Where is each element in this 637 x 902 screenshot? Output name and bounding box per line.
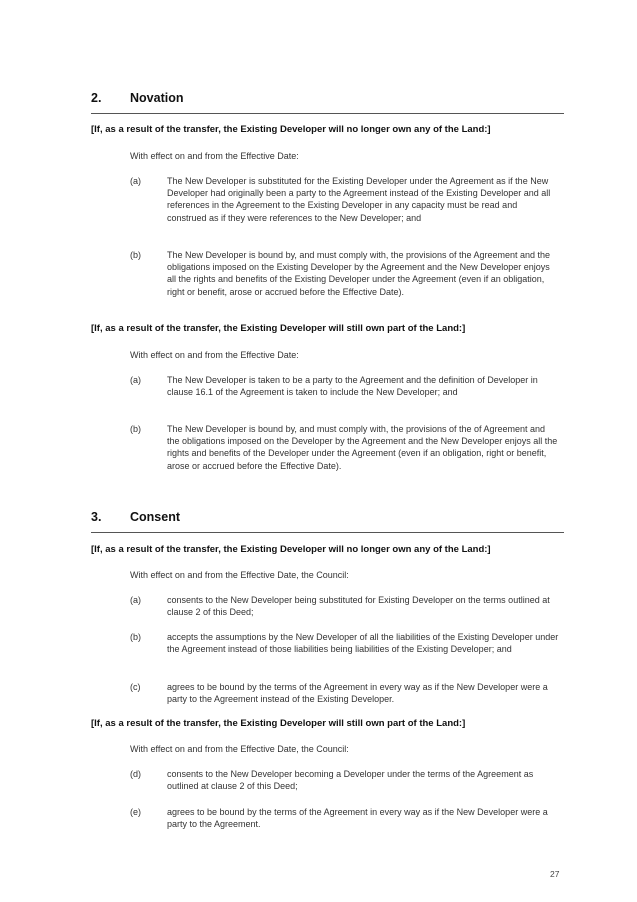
clause-label: (e) [130,807,141,817]
clause-label: (a) [130,176,141,186]
intro-text: With effect on and from the Effective Date: [130,350,299,360]
clause-text: accepts the assumptions by the New Developer of all the liabilities of the Existing Developer under the Agreement instead of those liabilities being liabilities of the Existing Developer; and [167,632,559,655]
condition-heading: [If, as a result of the transfer, the Existing Developer will no longer own any of the Land:] [91,124,491,135]
section-title: Novation [130,91,184,105]
condition-heading: [If, as a result of the transfer, the Existing Developer will still own part of the Land:] [91,323,466,334]
clause-text: The New Developer is substituted for the Existing Developer under the Agreement as if the New Developer had originally been a party to the Agreement instead of the Existing Developer and all references in the Agreement to the Existing Developer in any capacity must be read and construed as if they were references to the New Developer; and [167,176,551,223]
section-heading-novation [91,91,564,114]
clause-text: agrees to be bound by the terms of the Agreement in every way as if the New Developer were a party to the Agreement instead of the Existing Developer. [167,682,548,705]
clause-text: The New Developer is taken to be a party to the Agreement and the definition of Developer in clause 16.1 of the Agreement is taken to include the New Developer; and [167,375,538,398]
clause-text: consents to the New Developer being substituted for Existing Developer on the terms outlined at clause 2 of this Deed; [167,595,550,618]
clause-text: The New Developer is bound by, and must comply with, the provisions of the Agreement and the obligations imposed on the Existing Developer by the Agreement and the New Developer enjoys all the rights and benefits of the Existing Developer under the Agreement (even if an obligation, right or benefit, arose or accrued before the Effective Date). [167,250,551,297]
intro-text: With effect on and from the Effective Date: [130,151,299,161]
section-title: Consent [130,510,180,524]
intro-text: With effect on and from the Effective Date, the Council: [130,570,349,580]
section-number: 3. [91,510,102,524]
clause-label: (b) [130,632,141,642]
section-number: 2. [91,91,102,105]
clause-label: (b) [130,424,141,434]
page-number: 27 [550,869,560,879]
clause-text: The New Developer is bound by, and must comply with, the provisions of the of Agreement and the obligations imposed on the Developer by the Agreement and the New Developer enjoys all the rights and benefits of the Developer under the Agreement (even if an obligation, right or benefit, arose or accrued before the Effective Date). [167,424,558,471]
intro-text: With effect on and from the Effective Date, the Council: [130,744,349,754]
clause-label: (c) [130,682,141,692]
clause-text: agrees to be bound by the terms of the Agreement in every way as if the New Developer were a party to the Agreement. [167,807,548,830]
section-heading-consent [91,510,564,533]
clause-label: (b) [130,250,141,260]
condition-heading: [If, as a result of the transfer, the Existing Developer will no longer own any of the Land:] [91,544,491,555]
clause-label: (d) [130,769,141,779]
clause-label: (a) [130,375,141,385]
clause-label: (a) [130,595,141,605]
clause-text: consents to the New Developer becoming a Developer under the terms of the Agreement as outlined at clause 2 of this Deed; [167,769,534,792]
condition-heading: [If, as a result of the transfer, the Existing Developer will still own part of the Land:] [91,718,466,729]
